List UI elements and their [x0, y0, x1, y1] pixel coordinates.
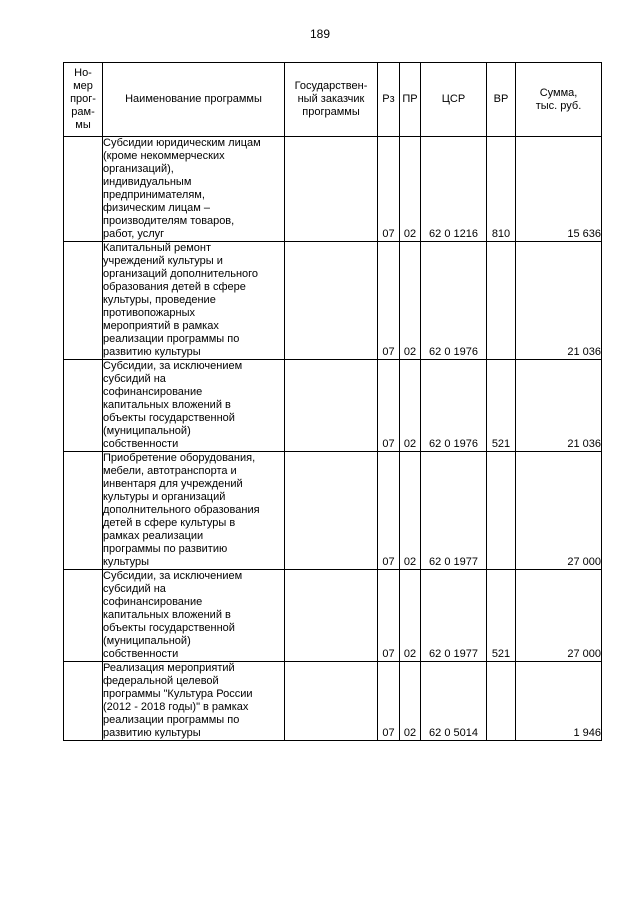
header-row: [64, 63, 602, 137]
program-name-cell: Субсидии, за исключением субсидий на софинансирование капитальных вложений в объекты государственной (муниципальной) собственности: [103, 360, 285, 452]
rz-cell: 07: [378, 137, 400, 242]
program-name-cell: Субсидии юридическим лицам (кроме некоммерческих организаций), индивидуальным предпринимателям, физическим лицам – производителям товаров, работ, услуг: [103, 137, 285, 242]
customer-cell: [285, 452, 378, 570]
header-csr: ЦСР: [421, 63, 487, 137]
vr-cell: 521: [487, 360, 516, 452]
program-number-cell: [64, 137, 103, 242]
csr-cell: 62 0 1976: [421, 242, 487, 360]
sum-cell: 15 636: [516, 137, 602, 242]
sum-cell: 27 000: [516, 452, 602, 570]
sum-cell: 21 036: [516, 242, 602, 360]
pr-cell: 02: [400, 452, 421, 570]
program-number-cell: [64, 242, 103, 360]
header-program-name: Наименование программы: [103, 63, 285, 137]
rz-cell: 07: [378, 662, 400, 741]
rz-cell: 07: [378, 570, 400, 662]
csr-cell: 62 0 1976: [421, 360, 487, 452]
program-number-cell: [64, 662, 103, 741]
header-sum: Сумма, тыс. руб.: [516, 63, 602, 137]
customer-cell: [285, 242, 378, 360]
program-name-cell: Субсидии, за исключением субсидий на софинансирование капитальных вложений в объекты государственной (муниципальной) собственности: [103, 570, 285, 662]
pr-cell: 02: [400, 242, 421, 360]
customer-cell: [285, 360, 378, 452]
sum-cell: 27 000: [516, 570, 602, 662]
header-pr: ПР: [400, 63, 421, 137]
rz-cell: 07: [378, 452, 400, 570]
vr-cell: 810: [487, 137, 516, 242]
vr-cell: [487, 242, 516, 360]
program-number-cell: [64, 360, 103, 452]
csr-cell: 62 0 1977: [421, 570, 487, 662]
csr-cell: 62 0 5014: [421, 662, 487, 741]
header-vr: ВР: [487, 63, 516, 137]
header-rz: Рз: [378, 63, 400, 137]
program-name-cell: Капитальный ремонт учреждений культуры и организаций дополнительного образования детей в сфере культуры, проведение противопожарных мероприятий в рамках реализации программы по развитию культуры: [103, 242, 285, 360]
sum-cell: 1 946: [516, 662, 602, 741]
program-number-cell: [64, 570, 103, 662]
customer-cell: [285, 570, 378, 662]
pr-cell: 02: [400, 137, 421, 242]
pr-cell: 02: [400, 662, 421, 741]
vr-cell: [487, 452, 516, 570]
program-name-cell: Реализация мероприятий федеральной целевой программы "Культура России (2012 - 2018 годы)" в рамках реализации программы по развитию культуры: [103, 662, 285, 741]
csr-cell: 62 0 1216: [421, 137, 487, 242]
pr-cell: 02: [400, 570, 421, 662]
customer-cell: [285, 662, 378, 741]
table-row: [64, 570, 602, 662]
budget-table: [63, 62, 602, 741]
pr-cell: 02: [400, 360, 421, 452]
csr-cell: 62 0 1977: [421, 452, 487, 570]
customer-cell: [285, 137, 378, 242]
table-row: [64, 360, 602, 452]
sum-cell: 21 036: [516, 360, 602, 452]
rz-cell: 07: [378, 242, 400, 360]
program-number-cell: [64, 452, 103, 570]
vr-cell: [487, 662, 516, 741]
table-row: [64, 242, 602, 360]
table-row: [64, 452, 602, 570]
table-row: [64, 662, 602, 741]
header-program-number: Но- мер прог- рам- мы: [64, 63, 103, 137]
header-customer: Государствен- ный заказчик программы: [285, 63, 378, 137]
page-number: 189: [309, 27, 331, 41]
program-name-cell: Приобретение оборудования, мебели, автотранспорта и инвентаря для учреждений культуры и организаций дополнительного образования детей в сфере культуры в рамках реализации программы по развитию культуры: [103, 452, 285, 570]
table-row: [64, 137, 602, 242]
rz-cell: 07: [378, 360, 400, 452]
vr-cell: 521: [487, 570, 516, 662]
